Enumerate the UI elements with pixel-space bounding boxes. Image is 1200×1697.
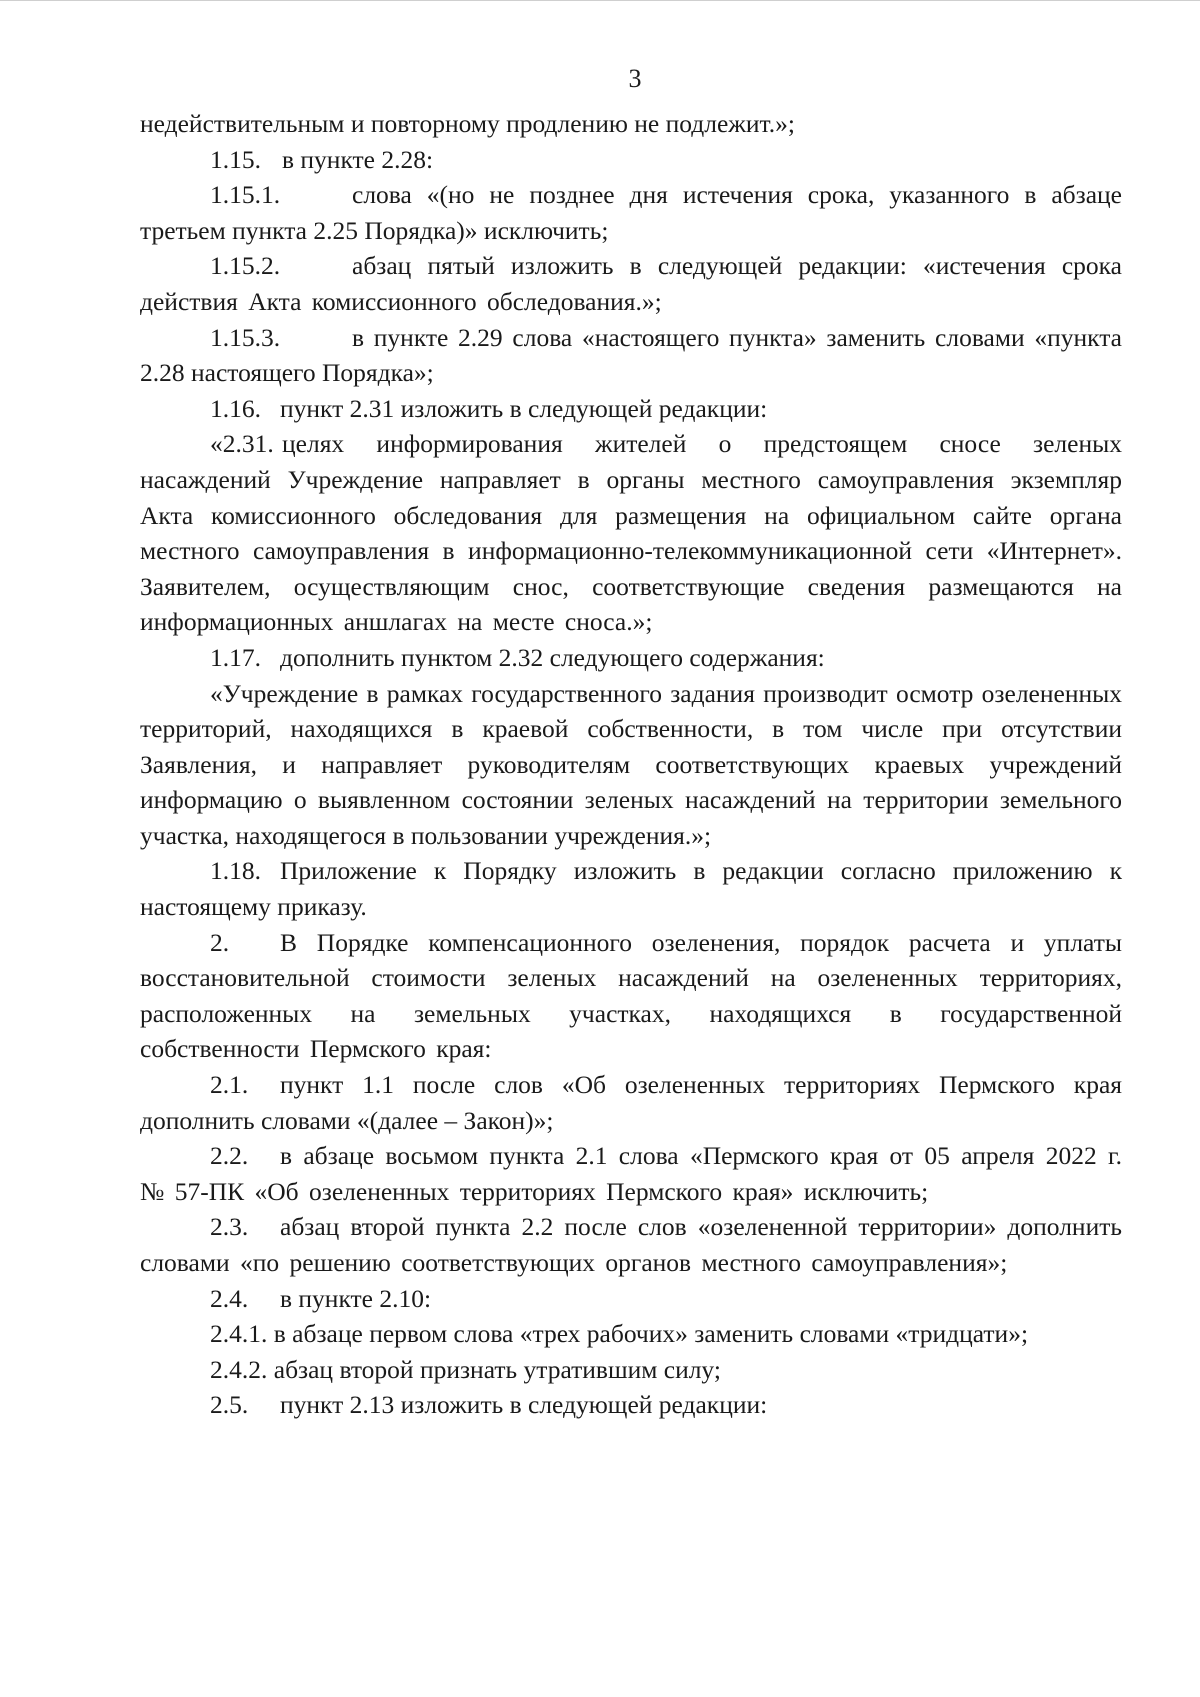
document-body xyxy=(140,106,1122,1423)
paragraph-2-2 xyxy=(140,1138,1122,1209)
paragraph-1-15-2 xyxy=(140,248,1122,319)
paragraph-text: в пункте 2.10: xyxy=(280,1283,432,1313)
paragraph-text: целях информирования жителей о предстоящем сносе зеленых насаждений Учреждение направляет в органы местного самоуправления экземпляр Акта комиссионного обследования для размещения на официальном сайте органа местного самоуправления в информационно-телекоммуникационной сети «Интернет». Заявителем, осуществляющим снос, соответствующие сведения размещаются на информационных аншлагах на месте сноса.»; xyxy=(140,429,1122,637)
paragraph-1-18 xyxy=(140,853,1122,924)
paragraph-text: в абзаце первом слова «трех рабочих» заменить словами «тридцати»; xyxy=(273,1319,1029,1349)
paragraph-text: слова «(но не позднее дня истечения срока, указанного в абзаце третьем пункта 2.25 Порядка)» исключить; xyxy=(140,180,1122,245)
item-number: 2.2. xyxy=(210,1141,249,1171)
paragraph-1-17 xyxy=(140,640,1122,676)
paragraph-text: пункт 1.1 после слов «Об озелененных территориях Пермского края дополнить словами «(далее – Закон)»; xyxy=(140,1070,1122,1135)
paragraph-2-1 xyxy=(140,1067,1122,1138)
paragraph-2-32-quote: «Учреждение в рамках государственного задания производит осмотр озелененных территорий, находящихся в краевой собственности, в том числе при отсутствии Заявления, и направляет руководителям соответствующих краевых учреждений информацию о выявленном состоянии зеленых насаждений на территории земельного участка, находящегося в пользовании учреждения.»; xyxy=(140,678,1122,850)
item-number: 1.16. xyxy=(210,393,261,423)
paragraph-2-5 xyxy=(140,1387,1122,1423)
item-number: 1.15.3. xyxy=(210,322,281,352)
paragraph-text: В Порядке компенсационного озеленения, порядок расчета и уплаты восстановительной стоимости зеленых насаждений на озелененных территориях, расположенных на земельных участках, находящихся в государственной собственности Пермского края: xyxy=(140,927,1122,1064)
paragraph-text: Приложение к Порядку изложить в редакции согласно приложению к настоящему приказу. xyxy=(140,856,1122,922)
paragraph-2-4-2 xyxy=(140,1352,1122,1388)
paragraph-1-15-3 xyxy=(140,320,1122,391)
paragraph-2-3 xyxy=(140,1209,1122,1280)
page-number: 3 xyxy=(628,64,642,93)
item-number: 2. xyxy=(210,927,230,957)
paragraph-text: абзац второй признать утратившим силу; xyxy=(273,1354,721,1384)
item-number: 1.15.2. xyxy=(210,251,281,281)
item-number: 2.4. xyxy=(210,1283,249,1313)
paragraph-2-4-1 xyxy=(140,1316,1122,1352)
scan-top-edge xyxy=(0,0,1200,1)
paragraph-2-31-quote xyxy=(140,426,1122,640)
paragraph-text: в абзаце восьмом пункта 2.1 слова «Пермского края от 05 апреля 2022 г. № 57-ПК «Об озелененных территориях Пермского края» исключить; xyxy=(140,1141,1122,1206)
paragraph-text: абзац второй пункта 2.2 после слов «озелененной территории» дополнить словами «по решению соответствующих органов местного самоуправления»; xyxy=(140,1212,1122,1277)
paragraph-text: абзац пятый изложить в следующей редакции: «истечения срока действия Акта комиссионного обследования.»; xyxy=(140,251,1122,316)
item-number: 1.15.1. xyxy=(210,180,281,210)
paragraph-2-4 xyxy=(140,1281,1122,1317)
paragraph-1-15-1 xyxy=(140,177,1122,248)
item-number: 1.17. xyxy=(210,642,261,672)
paragraph-2 xyxy=(140,925,1122,1067)
paragraph-text: пункт 2.13 изложить в следующей редакции: xyxy=(280,1390,768,1420)
item-number: 2.5. xyxy=(210,1390,249,1420)
paragraph-text: в пункте 2.28: xyxy=(282,144,434,174)
item-number: 1.18. xyxy=(210,856,261,886)
paragraph-1-16 xyxy=(140,391,1122,427)
item-number: 2.4.2. xyxy=(210,1354,268,1384)
item-number: «2.31. xyxy=(210,429,274,459)
item-number: 1.15. xyxy=(210,144,261,174)
item-number: 2.3. xyxy=(210,1212,249,1242)
item-number: 2.1. xyxy=(210,1070,249,1100)
paragraph-1-15 xyxy=(140,142,1122,178)
paragraph-text: дополнить пунктом 2.32 следующего содержания: xyxy=(280,642,825,672)
paragraph-continuation: недействительным и повторному продлению не подлежит.»; xyxy=(140,109,795,138)
paragraph-text: в пункте 2.29 слова «настоящего пункта» заменить словами «пункта 2.28 настоящего Порядка»; xyxy=(140,322,1122,388)
paragraph-text: пункт 2.31 изложить в следующей редакции: xyxy=(280,393,768,423)
item-number: 2.4.1. xyxy=(210,1319,268,1349)
